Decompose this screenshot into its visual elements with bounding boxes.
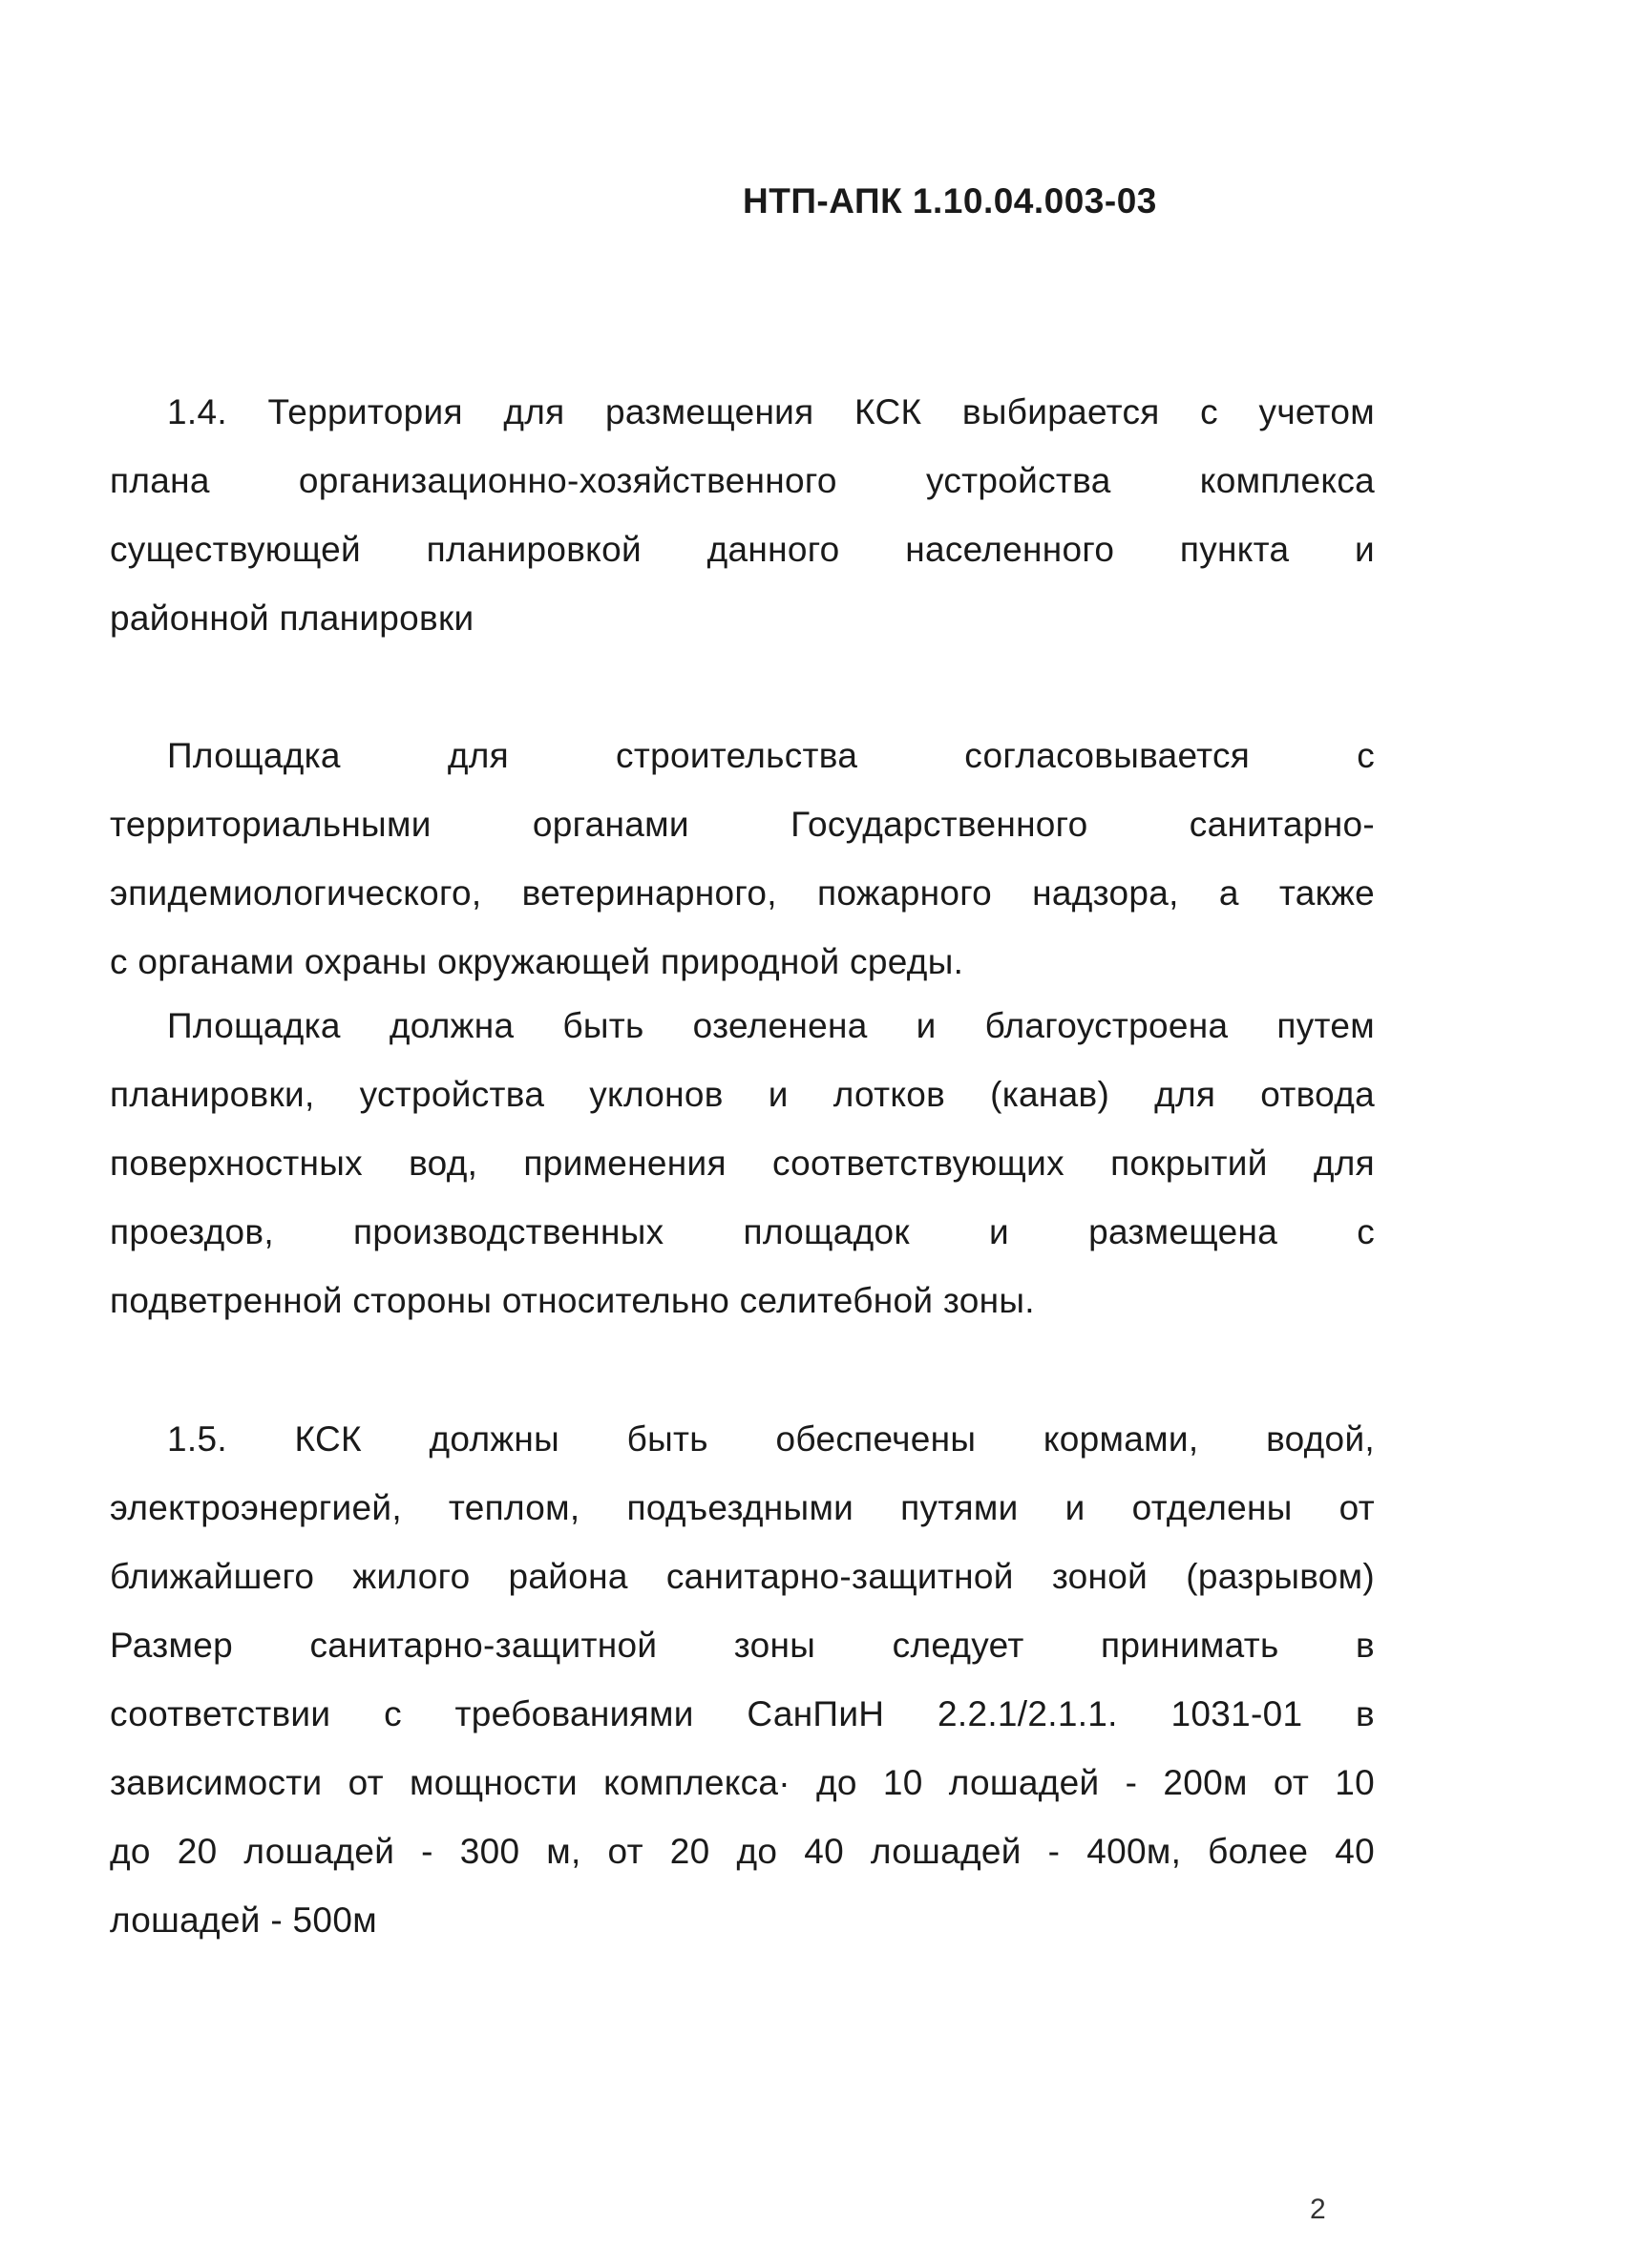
- text-line: эпидемиологического, ветеринарного, пожарного надзора, а также: [110, 873, 1375, 913]
- text-line: территориальными органами Государственного санитарно-: [110, 805, 1375, 844]
- text-line: 1.4. Территория для размещения КСК выбирается с учетом: [167, 392, 1375, 431]
- text-line: Площадка для строительства согласовывается с: [167, 736, 1375, 775]
- text-line: 1.5. КСК должны быть обеспечены кормами, водой,: [167, 1419, 1375, 1459]
- text-line: поверхностных вод, применения соответствующих покрытий для: [110, 1144, 1375, 1183]
- text-line: ближайшего жилого района санитарно-защитной зоной (разрывом): [110, 1557, 1375, 1596]
- text-line: Площадка должна быть озеленена и благоустроена путем: [167, 1006, 1375, 1045]
- section-1-5: [110, 1405, 1375, 1955]
- text-line: лошадей - 500м: [110, 1900, 377, 1940]
- text-line: соответствии с требованиями СанПиН 2.2.1/2.1.1. 1031-01 в: [110, 1694, 1375, 1733]
- text-line: проездов, производственных площадок и размещена с: [110, 1212, 1375, 1251]
- paragraph-site-approval: [110, 722, 1375, 997]
- text-line: зависимости от мощности комплекса· до 10 лошадей - 200м от 10: [110, 1763, 1375, 1802]
- text-line: подветренной стороны относительно селитебной зоны.: [110, 1281, 1035, 1320]
- paragraph-landscaping: [110, 992, 1375, 1335]
- text-line: планировки, устройства уклонов и лотков (канав) для отвода: [110, 1075, 1375, 1114]
- page-number: 2: [1310, 2194, 1326, 2225]
- text-line: существующей планировкой данного населенного пункта и: [110, 530, 1375, 569]
- text-line: районной планировки: [110, 598, 474, 638]
- text-line: электроэнергией, теплом, подъездными путями и отделены от: [110, 1488, 1375, 1527]
- text-line: плана организационно-хозяйственного устройства комплекса: [110, 461, 1375, 500]
- section-1-4: [110, 378, 1375, 653]
- document-code: НТП-АПК 1.10.04.003-03: [743, 181, 1157, 220]
- text-line: с органами охраны окружающей природной среды.: [110, 942, 964, 981]
- text-line: до 20 лошадей - 300 м, от 20 до 40 лошадей - 400м, более 40: [110, 1832, 1375, 1871]
- text-line: Размер санитарно-защитной зоны следует принимать в: [110, 1626, 1375, 1665]
